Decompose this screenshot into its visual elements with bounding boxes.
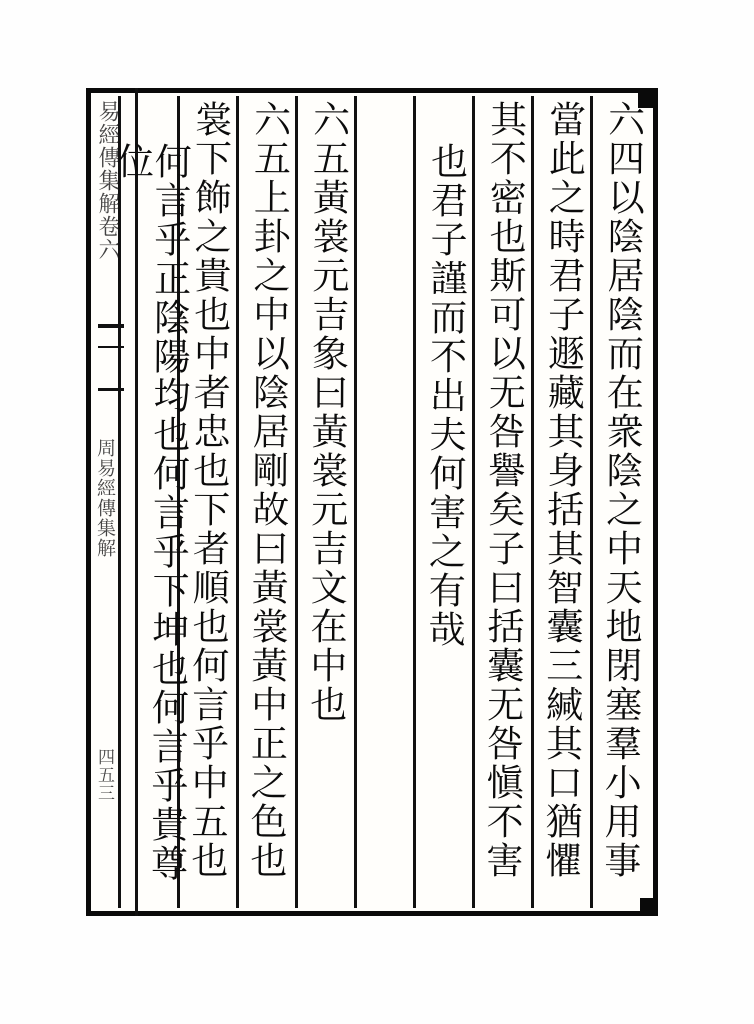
column-text: 六四以陰居陰而在衆陰之中天地閉塞羣小用事 [597,99,645,881]
text-column-5 [354,96,413,908]
column-text: 六五黃裳元吉象曰黃裳元吉文在中也 [303,99,350,725]
column-text: 當此之時君子遯藏其身括其智囊三緘其口猶懼 [538,99,586,881]
spine-title-label: 周易經傳集解 [94,438,116,558]
text-column-6 [295,96,354,908]
text-block [95,96,649,908]
spine-top-label: 易經傳集解卷六 [95,100,120,261]
text-column-3 [472,96,531,908]
column-text: 何言乎正陰陽均也何言乎下坤也何言乎貴尊位 [110,141,192,884]
page-number-label: 四五三 [94,748,114,802]
text-column-9 [110,96,192,908]
column-text: 也君子謹而不出夫何害之有哉 [422,141,468,650]
text-column-2 [531,96,590,908]
column-text: 六五上卦之中以陰居剛故曰黃裳黃中正之色也 [243,99,291,881]
text-column-4 [413,96,472,908]
column-text [383,100,387,890]
column-text: 其不密也斯可以无咎譽矣子曰括囊无咎愼不害 [479,99,527,881]
text-column-7 [236,96,295,908]
column-text: 裳下飾之貴也中者忠也下者順也何言乎中五也 [184,99,232,881]
text-column-1 [590,96,649,908]
